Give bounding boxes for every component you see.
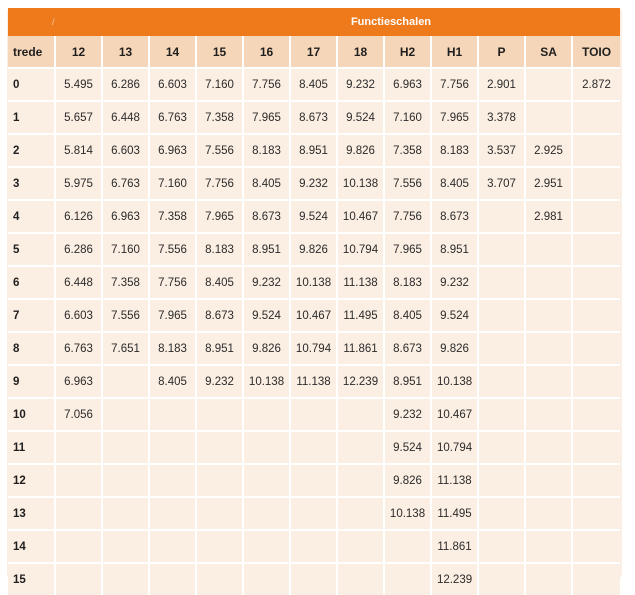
table-cell: 11.861: [431, 530, 478, 563]
table-cell: [572, 563, 620, 595]
table-row: [8, 134, 620, 167]
table-cell: 10.794: [290, 332, 337, 365]
table-row: [8, 101, 620, 134]
table-cell: [102, 431, 149, 464]
table-cell: 6.763: [102, 167, 149, 200]
table-header-row: [8, 36, 620, 68]
table-cell: 9.524: [337, 101, 384, 134]
table-cell: 9.826: [243, 332, 290, 365]
table-cell: 10.138: [243, 365, 290, 398]
table-cell: [102, 464, 149, 497]
table-title: Functieschalen: [149, 8, 431, 36]
table-cell: [572, 464, 620, 497]
table-cell: [572, 167, 620, 200]
table-cell: [337, 563, 384, 595]
table-cell: [525, 233, 572, 266]
table-cell: 2.901: [478, 68, 525, 101]
column-header: TOIO: [572, 36, 620, 68]
table-cell: 9.524: [431, 299, 478, 332]
table-cell: 11.495: [431, 497, 478, 530]
table-cell: [572, 266, 620, 299]
table-cell: 6.763: [149, 101, 196, 134]
table-cell: [102, 398, 149, 431]
table-cell: 5.657: [55, 101, 102, 134]
table-cell: [243, 464, 290, 497]
table-cell: 9.826: [337, 134, 384, 167]
trede-cell: 12: [8, 464, 55, 497]
table-cell: 2.872: [572, 68, 620, 101]
table-cell: 2.951: [525, 167, 572, 200]
table-row: [8, 167, 620, 200]
trede-cell: 0: [8, 68, 55, 101]
table-cell: 6.448: [55, 266, 102, 299]
table-cell: [290, 398, 337, 431]
table-cell: 9.232: [243, 266, 290, 299]
table-cell: [478, 563, 525, 595]
table-cell: 9.232: [337, 68, 384, 101]
table-cell: 8.405: [196, 266, 243, 299]
table-cell: 6.963: [55, 365, 102, 398]
table-cell: [525, 464, 572, 497]
table-cell: 7.160: [196, 68, 243, 101]
table-cell: [149, 563, 196, 595]
table-cell: [525, 101, 572, 134]
table-cell: [525, 68, 572, 101]
table-cell: 11.138: [431, 464, 478, 497]
trede-cell: 14: [8, 530, 55, 563]
table-cell: 8.183: [431, 134, 478, 167]
table-cell: 9.826: [290, 233, 337, 266]
table-cell: [478, 497, 525, 530]
title-mark: /: [8, 8, 149, 36]
table-cell: 8.183: [243, 134, 290, 167]
table-cell: 8.183: [384, 266, 431, 299]
table-cell: 11.495: [337, 299, 384, 332]
table-cell: 2.925: [525, 134, 572, 167]
table-cell: 10.138: [337, 167, 384, 200]
table-cell: [572, 497, 620, 530]
table-cell: [572, 200, 620, 233]
table-cell: [337, 398, 384, 431]
table-cell: 7.965: [431, 101, 478, 134]
table-cell: [102, 497, 149, 530]
table-cell: 10.794: [337, 233, 384, 266]
table-cell: [572, 332, 620, 365]
table-cell: [337, 497, 384, 530]
table-cell: 10.138: [431, 365, 478, 398]
table-cell: [478, 299, 525, 332]
trede-cell: 13: [8, 497, 55, 530]
table-row: [8, 497, 620, 530]
table-cell: 9.232: [384, 398, 431, 431]
table-cell: [572, 398, 620, 431]
table-cell: 7.756: [149, 266, 196, 299]
table-row: [8, 299, 620, 332]
table-cell: [102, 530, 149, 563]
table-cell: [196, 431, 243, 464]
table-cell: 6.963: [149, 134, 196, 167]
table-body: [8, 68, 620, 595]
table-cell: 10.467: [290, 299, 337, 332]
table-cell: 7.358: [384, 134, 431, 167]
table-cell: 9.232: [290, 167, 337, 200]
table-cell: 8.951: [290, 134, 337, 167]
table-row: [8, 464, 620, 497]
column-header: P: [478, 36, 525, 68]
table-cell: 3.707: [478, 167, 525, 200]
column-header: H2: [384, 36, 431, 68]
column-header: 17: [290, 36, 337, 68]
table-cell: 7.556: [102, 299, 149, 332]
table-cell: 7.756: [243, 68, 290, 101]
table-cell: 7.756: [431, 68, 478, 101]
table-cell: 10.467: [337, 200, 384, 233]
table-cell: 10.794: [431, 431, 478, 464]
table-cell: [149, 464, 196, 497]
table-cell: 7.756: [384, 200, 431, 233]
table-row: [8, 530, 620, 563]
table-cell: 10.138: [384, 497, 431, 530]
table-cell: 7.556: [384, 167, 431, 200]
table-cell: 6.286: [102, 68, 149, 101]
table-cell: [243, 563, 290, 595]
table-cell: 11.138: [337, 266, 384, 299]
table-cell: [572, 365, 620, 398]
title-row-spacer: [431, 8, 620, 36]
trede-cell: 6: [8, 266, 55, 299]
table-cell: [525, 332, 572, 365]
table-cell: 8.673: [196, 299, 243, 332]
table-cell: [243, 398, 290, 431]
table-cell: 8.405: [384, 299, 431, 332]
table-cell: 8.183: [149, 332, 196, 365]
table-cell: [196, 464, 243, 497]
table-cell: 10.467: [431, 398, 478, 431]
table-row: [8, 563, 620, 595]
table-row: [8, 266, 620, 299]
table-cell: 5.495: [55, 68, 102, 101]
table-cell: 10.138: [290, 266, 337, 299]
table-cell: 6.448: [102, 101, 149, 134]
trede-cell: 11: [8, 431, 55, 464]
table-cell: [55, 464, 102, 497]
table-cell: 9.232: [196, 365, 243, 398]
table-cell: 8.951: [196, 332, 243, 365]
salary-scale-table: [8, 8, 620, 595]
table-cell: [525, 365, 572, 398]
table-cell: 8.405: [149, 365, 196, 398]
table-cell: [478, 332, 525, 365]
table-cell: 8.951: [431, 233, 478, 266]
table-cell: [149, 530, 196, 563]
trede-cell: 9: [8, 365, 55, 398]
table-cell: [290, 464, 337, 497]
table-cell: [55, 431, 102, 464]
table-row: [8, 200, 620, 233]
table-row: [8, 431, 620, 464]
table-cell: 8.951: [243, 233, 290, 266]
table-cell: 9.826: [431, 332, 478, 365]
column-header: 12: [55, 36, 102, 68]
table-cell: 7.160: [102, 233, 149, 266]
table-cell: 7.358: [196, 101, 243, 134]
table-cell: 6.963: [384, 68, 431, 101]
table-cell: 7.556: [149, 233, 196, 266]
table-cell: 8.183: [196, 233, 243, 266]
table-cell: 5.975: [55, 167, 102, 200]
table-cell: 9.826: [384, 464, 431, 497]
table-title-row: [8, 8, 620, 36]
column-header: 14: [149, 36, 196, 68]
table-cell: [290, 431, 337, 464]
table-cell: [384, 563, 431, 595]
trede-cell: 4: [8, 200, 55, 233]
table-cell: 8.405: [431, 167, 478, 200]
table-cell: 7.756: [196, 167, 243, 200]
table-cell: 9.524: [384, 431, 431, 464]
table-cell: [478, 530, 525, 563]
column-header: 13: [102, 36, 149, 68]
table-cell: 9.524: [243, 299, 290, 332]
table-cell: [290, 497, 337, 530]
table-cell: 6.603: [102, 134, 149, 167]
table-cell: [337, 464, 384, 497]
trede-cell: 10: [8, 398, 55, 431]
table-cell: 7.965: [196, 200, 243, 233]
table-cell: 12.239: [431, 563, 478, 595]
table-cell: 12.239: [337, 365, 384, 398]
table-cell: 6.603: [149, 68, 196, 101]
table-cell: 8.405: [290, 68, 337, 101]
table-cell: 7.358: [149, 200, 196, 233]
table-cell: [149, 497, 196, 530]
table-cell: [572, 134, 620, 167]
table-cell: 3.378: [478, 101, 525, 134]
table-cell: [478, 464, 525, 497]
table-cell: [478, 365, 525, 398]
trede-cell: 15: [8, 563, 55, 595]
column-header: SA: [525, 36, 572, 68]
table-cell: [55, 530, 102, 563]
table-cell: [149, 431, 196, 464]
table-cell: [55, 497, 102, 530]
table-cell: [572, 530, 620, 563]
table-cell: [525, 431, 572, 464]
table-cell: 6.603: [55, 299, 102, 332]
trede-cell: 3: [8, 167, 55, 200]
table-cell: 7.056: [55, 398, 102, 431]
table-cell: 3.537: [478, 134, 525, 167]
table-cell: [102, 563, 149, 595]
table-cell: 7.651: [102, 332, 149, 365]
table-cell: [243, 497, 290, 530]
table-cell: [55, 563, 102, 595]
table-cell: [290, 530, 337, 563]
table-cell: 2.981: [525, 200, 572, 233]
table-cell: 8.673: [384, 332, 431, 365]
table-cell: [196, 497, 243, 530]
table-cell: 8.673: [290, 101, 337, 134]
table-cell: [243, 530, 290, 563]
trede-cell: 1: [8, 101, 55, 134]
table-cell: [572, 431, 620, 464]
trede-cell: 8: [8, 332, 55, 365]
table-cell: [525, 530, 572, 563]
table-cell: 8.673: [431, 200, 478, 233]
table-cell: 9.524: [290, 200, 337, 233]
table-cell: 7.160: [149, 167, 196, 200]
table-cell: 5.814: [55, 134, 102, 167]
table-cell: 7.556: [196, 134, 243, 167]
table-cell: [572, 101, 620, 134]
table-cell: 7.965: [243, 101, 290, 134]
table-cell: 6.286: [55, 233, 102, 266]
table-cell: 8.405: [243, 167, 290, 200]
table-cell: 6.763: [55, 332, 102, 365]
trede-cell: 7: [8, 299, 55, 332]
table-cell: [525, 497, 572, 530]
table-cell: 7.965: [384, 233, 431, 266]
table-cell: [337, 431, 384, 464]
table-cell: [149, 398, 196, 431]
table-cell: 11.861: [337, 332, 384, 365]
table-cell: [102, 365, 149, 398]
trede-cell: 2: [8, 134, 55, 167]
table-row: [8, 398, 620, 431]
table-cell: [525, 398, 572, 431]
table-cell: [337, 530, 384, 563]
column-header: trede: [8, 36, 55, 68]
table-cell: [478, 398, 525, 431]
trede-cell: 5: [8, 233, 55, 266]
table-cell: [196, 530, 243, 563]
table-cell: 7.965: [149, 299, 196, 332]
table-cell: [525, 266, 572, 299]
table-cell: [525, 563, 572, 595]
column-header: 15: [196, 36, 243, 68]
table-row: [8, 332, 620, 365]
table-row: [8, 365, 620, 398]
table-cell: 6.126: [55, 200, 102, 233]
table-cell: 6.963: [102, 200, 149, 233]
table-cell: [478, 233, 525, 266]
column-header: 18: [337, 36, 384, 68]
table-cell: 7.160: [384, 101, 431, 134]
column-header: 16: [243, 36, 290, 68]
table-cell: [196, 563, 243, 595]
table-cell: [572, 299, 620, 332]
table-cell: 7.358: [102, 266, 149, 299]
table-cell: [525, 299, 572, 332]
table-cell: [478, 200, 525, 233]
table-row: [8, 233, 620, 266]
table-cell: 9.232: [431, 266, 478, 299]
table-cell: [478, 431, 525, 464]
table-row: [8, 68, 620, 101]
table-cell: 8.951: [384, 365, 431, 398]
table-cell: 8.673: [243, 200, 290, 233]
table-cell: [572, 233, 620, 266]
table-cell: [290, 563, 337, 595]
table-cell: [196, 398, 243, 431]
table-cell: [243, 431, 290, 464]
column-header: H1: [431, 36, 478, 68]
table-cell: 11.138: [290, 365, 337, 398]
table-cell: [384, 530, 431, 563]
table-cell: [478, 266, 525, 299]
